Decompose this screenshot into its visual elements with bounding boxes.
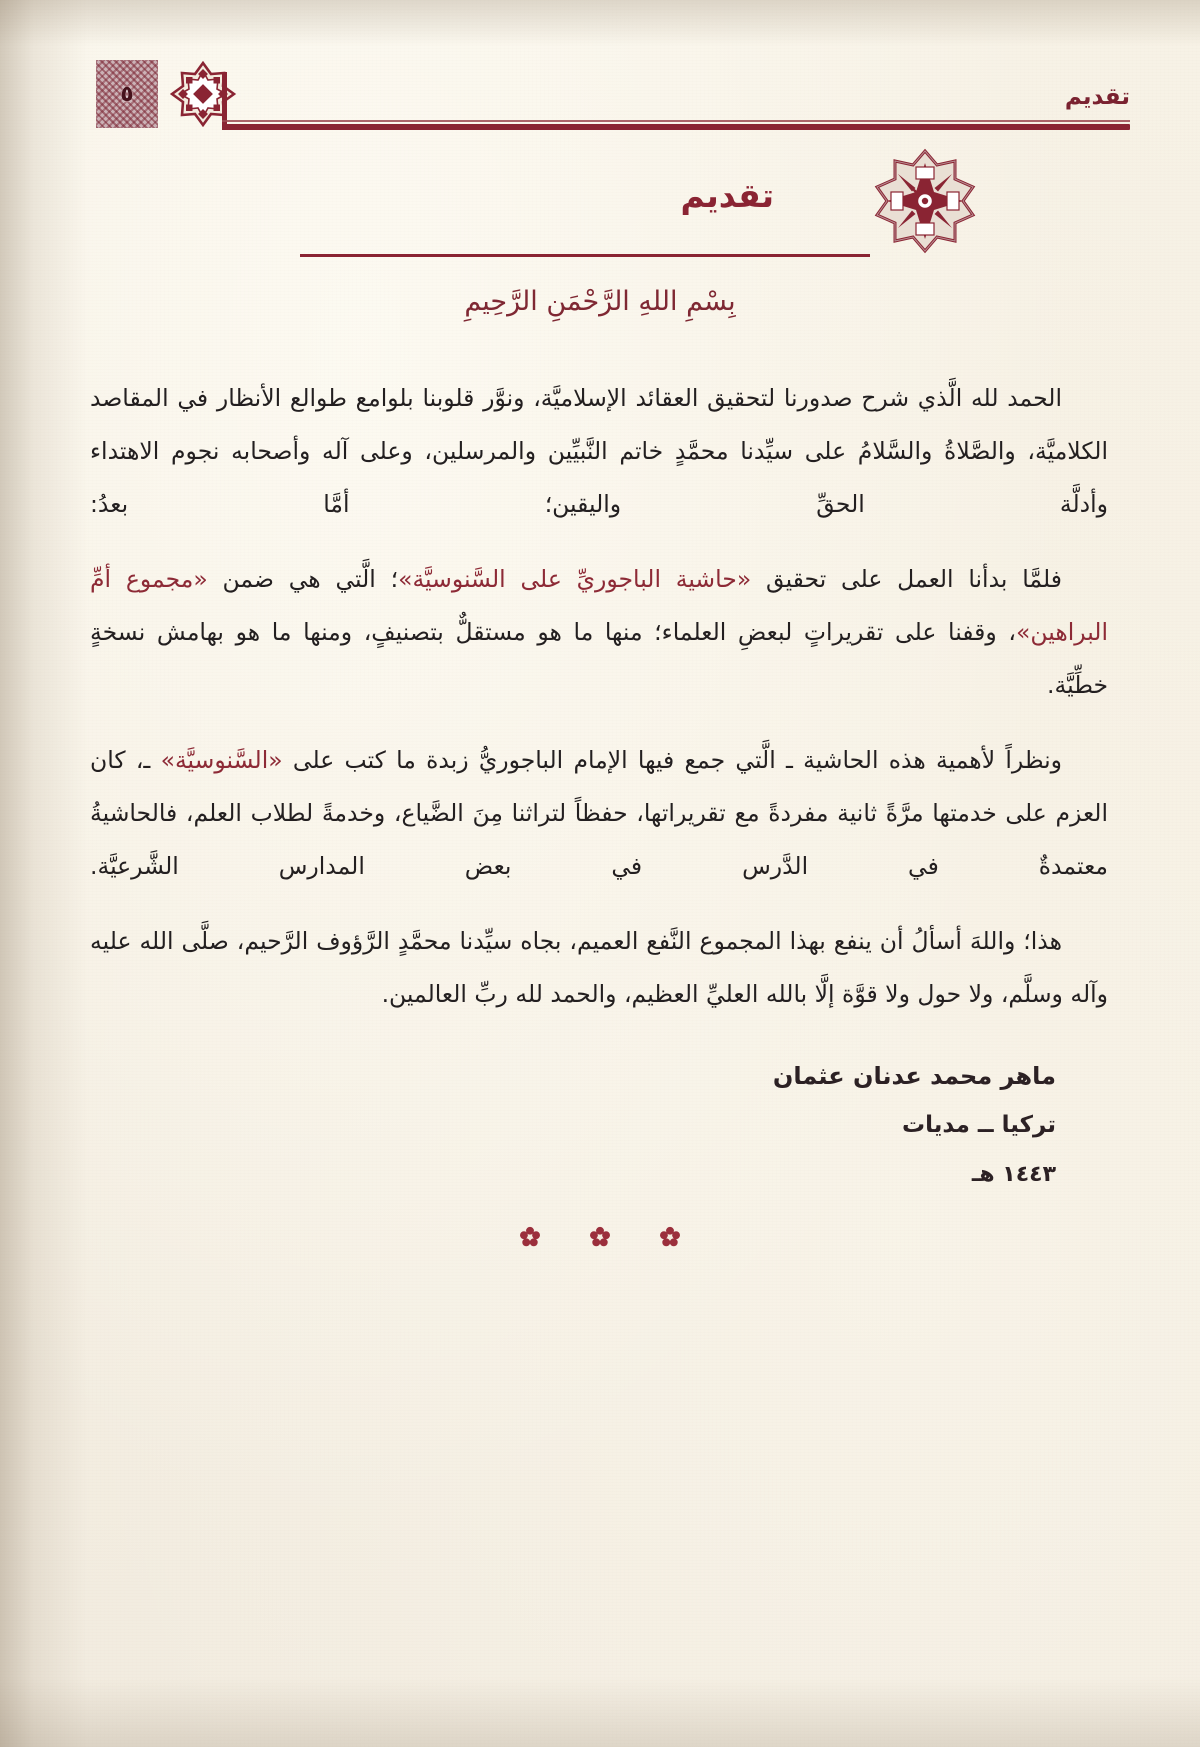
header-rule-thin [222,120,1130,122]
running-header [96,58,1130,136]
paragraph-3-seg-1: ونظراً لأهمية هذه الحاشية ـ الَّتي جمع فيها الإمام الباجوريُّ زبدة ما كتب على [282,746,1062,774]
paragraph-2-seg-5: ، وقفنا على تقريراتٍ لبعضِ العلماء؛ منها ما هو مستقلٌّ بتصنيفٍ، ومنها ما هو بهامش نسخةٍ خطِّيَّة. [90,618,1108,699]
book-title-majmu-umm-al-barahin: «مجموع أمِّ البراهين» [90,565,1108,646]
signature-place: تركيا ــ مديات [902,1112,1056,1138]
page-title: تقديم [680,176,774,215]
page-number: ٥ [120,81,134,107]
flower-icon [519,1226,541,1248]
basmala-line: بِسْمِ اللهِ الرَّحْمَنِ الرَّحِيمِ [464,286,736,317]
footer-ornament-row [0,1226,1200,1248]
paragraph-4: هذا؛ واللهَ أسألُ أن ينفع بهذا المجموع النَّفع العميم، بجاه سيِّدنا محمَّدٍ الرَّؤوف الرَّحيم، صلَّى الله عليه وآله وسلَّم، ولا حول ولا قوَّة إلَّا بالله العليِّ العظيم، والحمد لله ربِّ العالمين. [90,927,1108,1008]
paragraph-1: الحمد لله الَّذي شرح صدورنا لتحقيق العقائد الإسلاميَّة، ونوَّر قلوبنا بلوامع طوالع الأنظار في المقاصد الكلاميَّة، والصَّلاةُ والسَّلامُ على سيِّدنا محمَّدٍ خاتم النَّبيِّين والمرسلين، وعلى آله وأصحابه نجوم الاهتداء وأدلَّة الحقِّ واليقين؛ أمَّا بعدُ: [90,384,1108,518]
book-title-al-sanusiyya: «السَّنوسيَّة» [160,746,283,774]
paragraph-3-seg-3: ـ، كان العزم على خدمتها مرَّةً ثانية مفردةً مع تقريراتها، حفظاً لتراثنا مِنَ الضَّياع، وخدمةً لطلاب العلم، فالحاشيةُ معتمدةٌ في الدَّرس في بعض المدارس الشَّرعيَّة. [90,746,1108,880]
book-title-hashiyat-al-bajuri: «حاشية الباجوريِّ على السَّنوسيَّة» [398,565,752,593]
signature-block [92,1052,1108,1199]
flower-icon [589,1226,611,1248]
page-number-plate [96,60,158,128]
signature-author: ماهر محمد عدنان عثمان [772,1062,1056,1090]
chapter-title-rule [300,254,870,257]
chapter-title-block [210,150,870,255]
flower-icon [659,1226,681,1248]
running-header-title: تقديم [1064,84,1130,110]
signature-year: ١٤٤٣ هـ [971,1162,1056,1187]
paragraph-3 [90,734,1108,893]
body-text [90,372,1108,1043]
header-rule [222,124,1130,130]
paragraph-2 [90,553,1108,712]
paragraph-2-seg-3: ؛ الَّتي هي ضمن [207,565,399,593]
star-medallion-icon [872,148,978,254]
paragraph-2-seg-1: فلمَّا بدأنا العمل على تحقيق [751,565,1062,593]
